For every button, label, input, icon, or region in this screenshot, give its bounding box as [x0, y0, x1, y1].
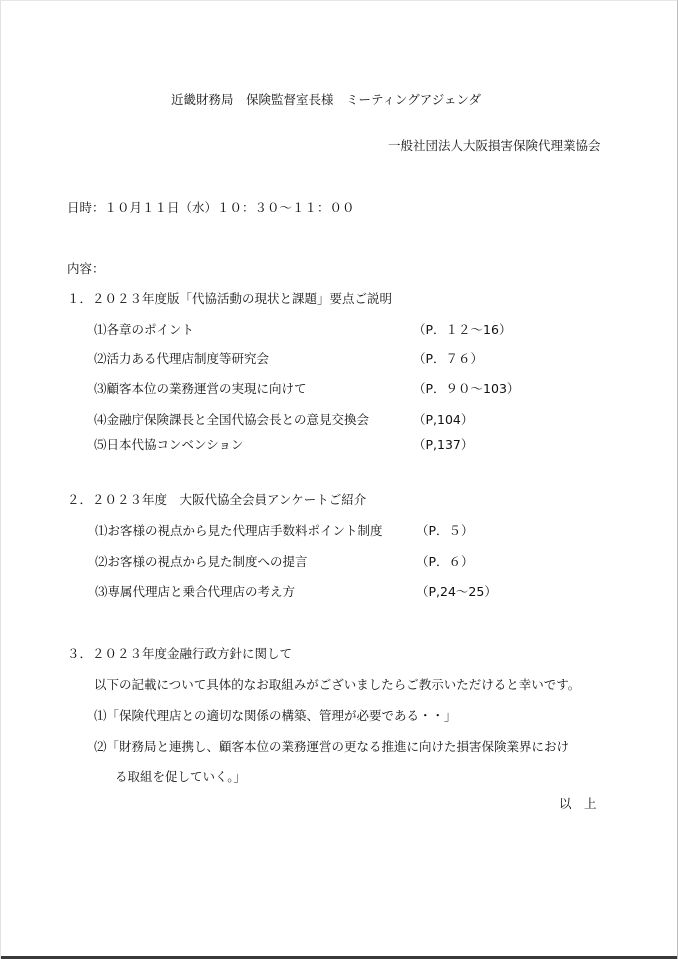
section2-heading: ２．２０２３年度 大阪代協全会員アンケートご紹介	[67, 492, 367, 507]
contents-label: 内容：	[67, 261, 105, 276]
section2-item-page: （P,24〜25）	[416, 584, 497, 599]
section2-item-label: ⑵お客様の視点から見た制度への提言	[95, 554, 308, 569]
section1-item-label: ⑸日本代協コンベンション	[94, 437, 244, 452]
section3-heading: ３．２０２３年度金融行政方針に関して	[67, 646, 293, 661]
section1-item-page: （P,104）	[413, 412, 474, 427]
section1-item-label: ⑶顧客本位の業務運営の実現に向けて	[94, 381, 307, 396]
section2-item-label: ⑴お客様の視点から見た代理店手数料ポイント制度	[95, 523, 383, 538]
section2-item-page: （P．６）	[416, 554, 474, 569]
organization-name: 一般社団法人大阪損害保険代理業協会	[388, 138, 601, 153]
section1-item-page: （P．９０〜103）	[413, 381, 520, 396]
section1-item-page: （P．７６）	[413, 351, 484, 366]
section2-item-label: ⑶専属代理店と乗合代理店の考え方	[95, 584, 296, 599]
section1-item-label: ⑴各章のポイント	[94, 322, 195, 337]
section1-item-label: ⑵活力ある代理店制度等研究会	[94, 351, 270, 366]
meeting-datetime: 日時：１０月１１日（水）１０：３０〜１１：００	[67, 200, 355, 215]
section1-item-page: （P．１２〜16）	[413, 322, 512, 337]
section3-intro: 以下の記載について具体的なお取組みがございましたらご教示いただけると幸いです。	[94, 677, 581, 692]
section1-item-label: ⑷金融庁保険課長と全国代協会長との意見交換会	[94, 412, 370, 427]
section1-item-page: （P,137）	[413, 437, 474, 452]
section3-item2-line1: ⑵「財務局と連携し、顧客本位の業務運営の更なる推進に向けた損害保険業界におけ	[94, 739, 570, 754]
section3-item2-line2: る取組を促していく。」	[115, 769, 247, 784]
section1-heading: １．２０２３年度版「代協活動の現状と課題」要点ご説明	[67, 291, 393, 306]
closing-mark: 以 上	[559, 796, 597, 811]
section2-item-page: （P．５）	[416, 523, 474, 538]
section3-item1: ⑴「保険代理店との適切な関係の構築、管理が必要である・・」	[94, 708, 457, 723]
document-title: 近畿財務局 保険監督室長様 ミーティングアジェンダ	[171, 92, 482, 107]
